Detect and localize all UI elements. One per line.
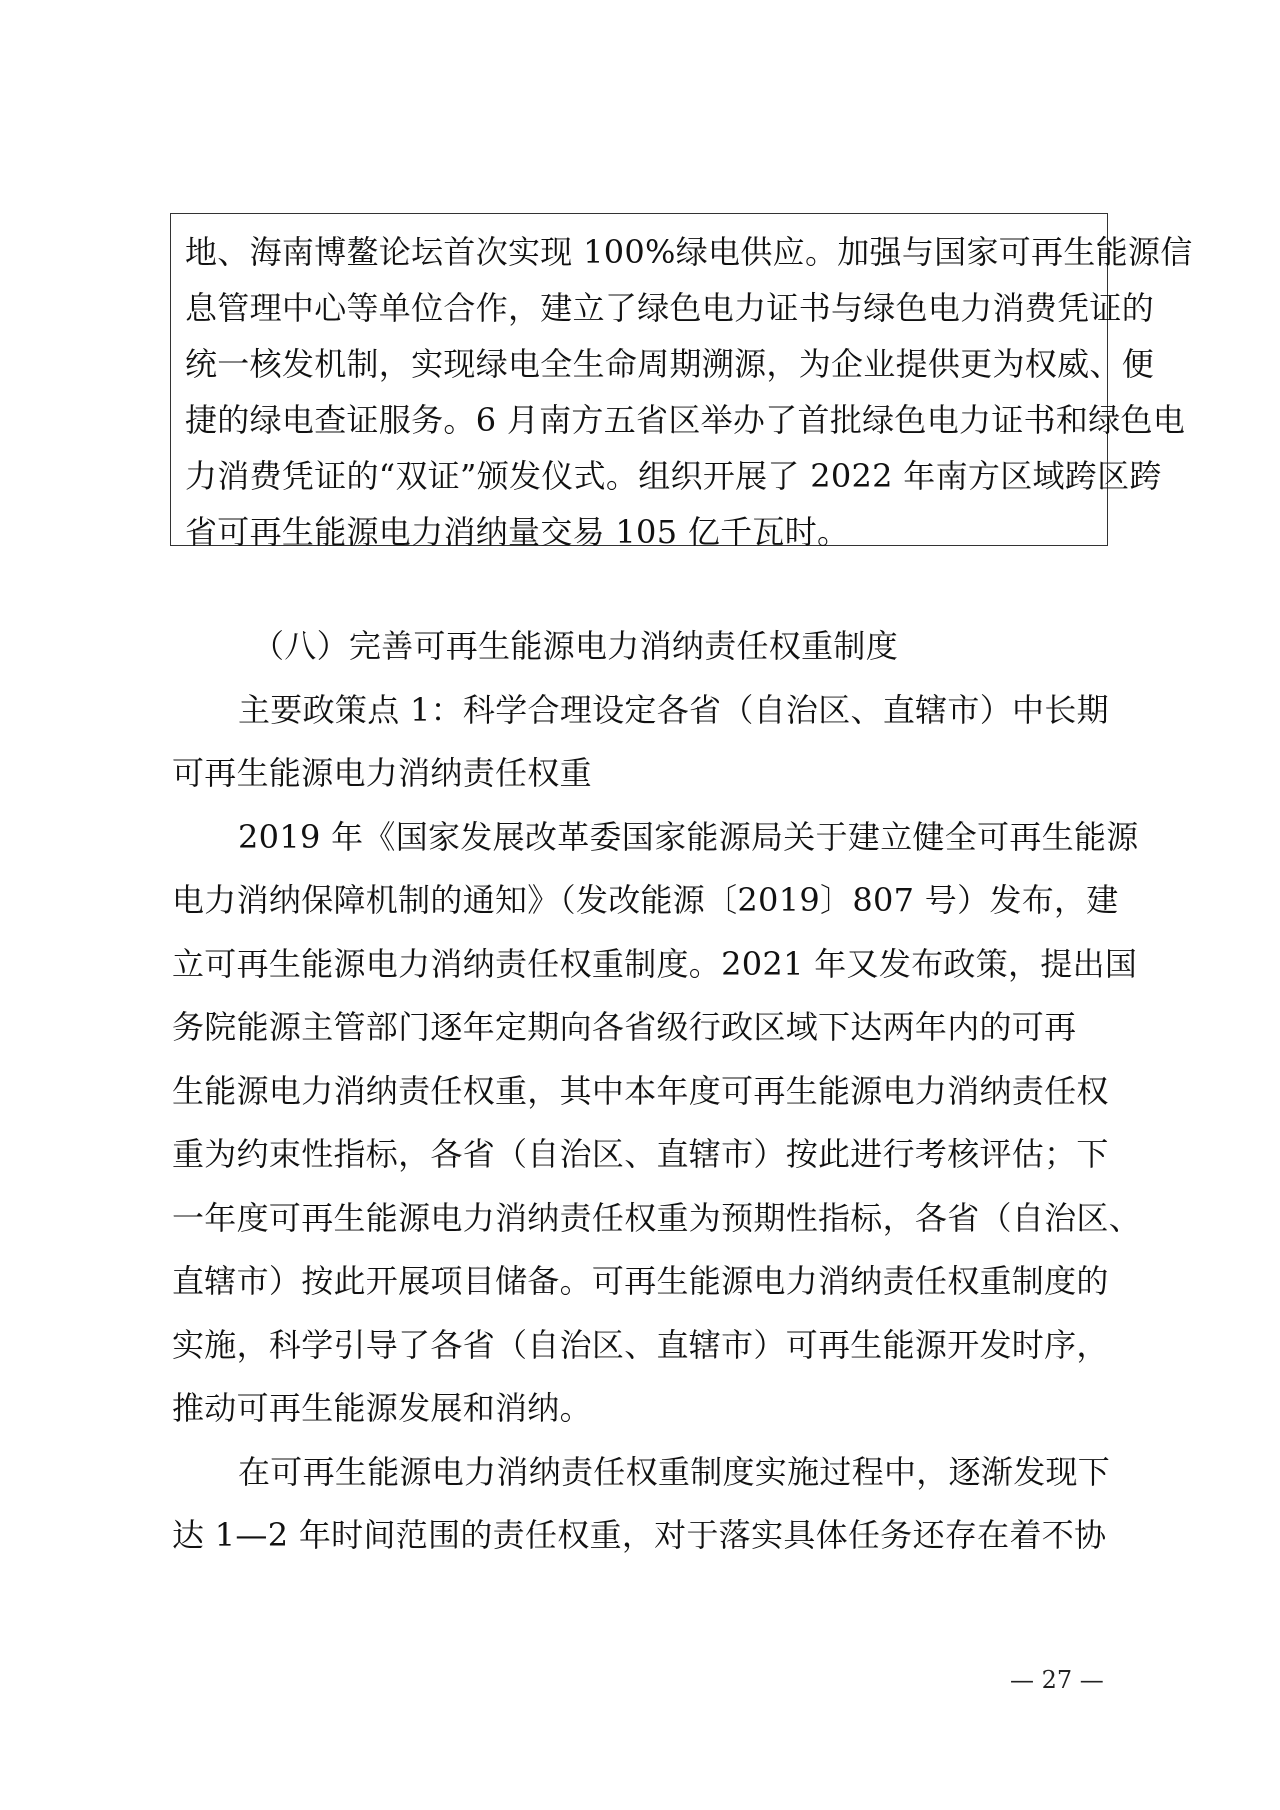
- paragraph-line: 立可再生能源电力消纳责任权重制度。2021 年又发布政策，提出国: [172, 944, 1138, 983]
- paragraph-line: 务院能源主管部门逐年定期向各省级行政区域下达两年内的可再: [172, 1008, 1077, 1046]
- box-line: 息管理中心等单位合作，建立了绿色电力证书与绿色电力消费凭证的: [185, 289, 1155, 327]
- policy-point-line: 主要政策点 1：科学合理设定各省（自治区、直辖市）中长期: [238, 690, 1109, 729]
- box-line: 捷的绿电查证服务。6 月南方五省区举办了首批绿色电力证书和绿色电: [185, 401, 1186, 439]
- paragraph-line: 一年度可再生能源电力消纳责任权重为预期性指标，各省（自治区、: [172, 1198, 1142, 1237]
- box-line: 力消费凭证的“双证”颁发仪式。组织开展了 2022 年南方区域跨区跨: [185, 457, 1162, 495]
- paragraph-line: 达 1—2 年时间范围的责任权重，对于落实具体任务还存在着不协: [172, 1516, 1107, 1554]
- policy-point-line: 可再生能源电力消纳责任权重: [172, 754, 592, 792]
- page-number: — 27 —: [1010, 1666, 1104, 1694]
- boxed-text-panel: [170, 213, 1193, 551]
- paragraph-line: 电力消纳保障机制的通知》（发改能源〔2019〕807 号）发布，建: [172, 881, 1119, 919]
- box-line: 省可再生能源电力消纳量交易 105 亿千瓦时。: [185, 513, 850, 551]
- paragraph-line: 在可再生能源电力消纳责任权重制度实施过程中，逐渐发现下: [238, 1452, 1111, 1491]
- paragraph-line: 直辖市）按此开展项目储备。可再生能源电力消纳责任权重制度的: [172, 1262, 1109, 1300]
- paragraph-line: 实施，科学引导了各省（自治区、直辖市）可再生能源开发时序，: [172, 1325, 1109, 1364]
- paragraph-line: 推动可再生能源发展和消纳。: [172, 1389, 592, 1427]
- paragraph-line: 生能源电力消纳责任权重，其中本年度可再生能源电力消纳责任权: [172, 1071, 1109, 1110]
- paragraph-line: 重为约束性指标，各省（自治区、直辖市）按此进行考核评估；下: [172, 1135, 1109, 1173]
- box-line: 统一核发机制，实现绿电全生命周期溯源，为企业提供更为权威、便: [185, 345, 1155, 383]
- paragraph-line: 2019 年《国家发展改革委国家能源局关于建立健全可再生能源: [238, 817, 1139, 856]
- box-line: 地、海南博鳌论坛首次实现 100%绿电供应。加强与国家可再生能源信: [185, 233, 1193, 271]
- section-heading: （八）完善可再生能源电力消纳责任权重制度: [252, 627, 899, 665]
- body-text: [172, 615, 1142, 1568]
